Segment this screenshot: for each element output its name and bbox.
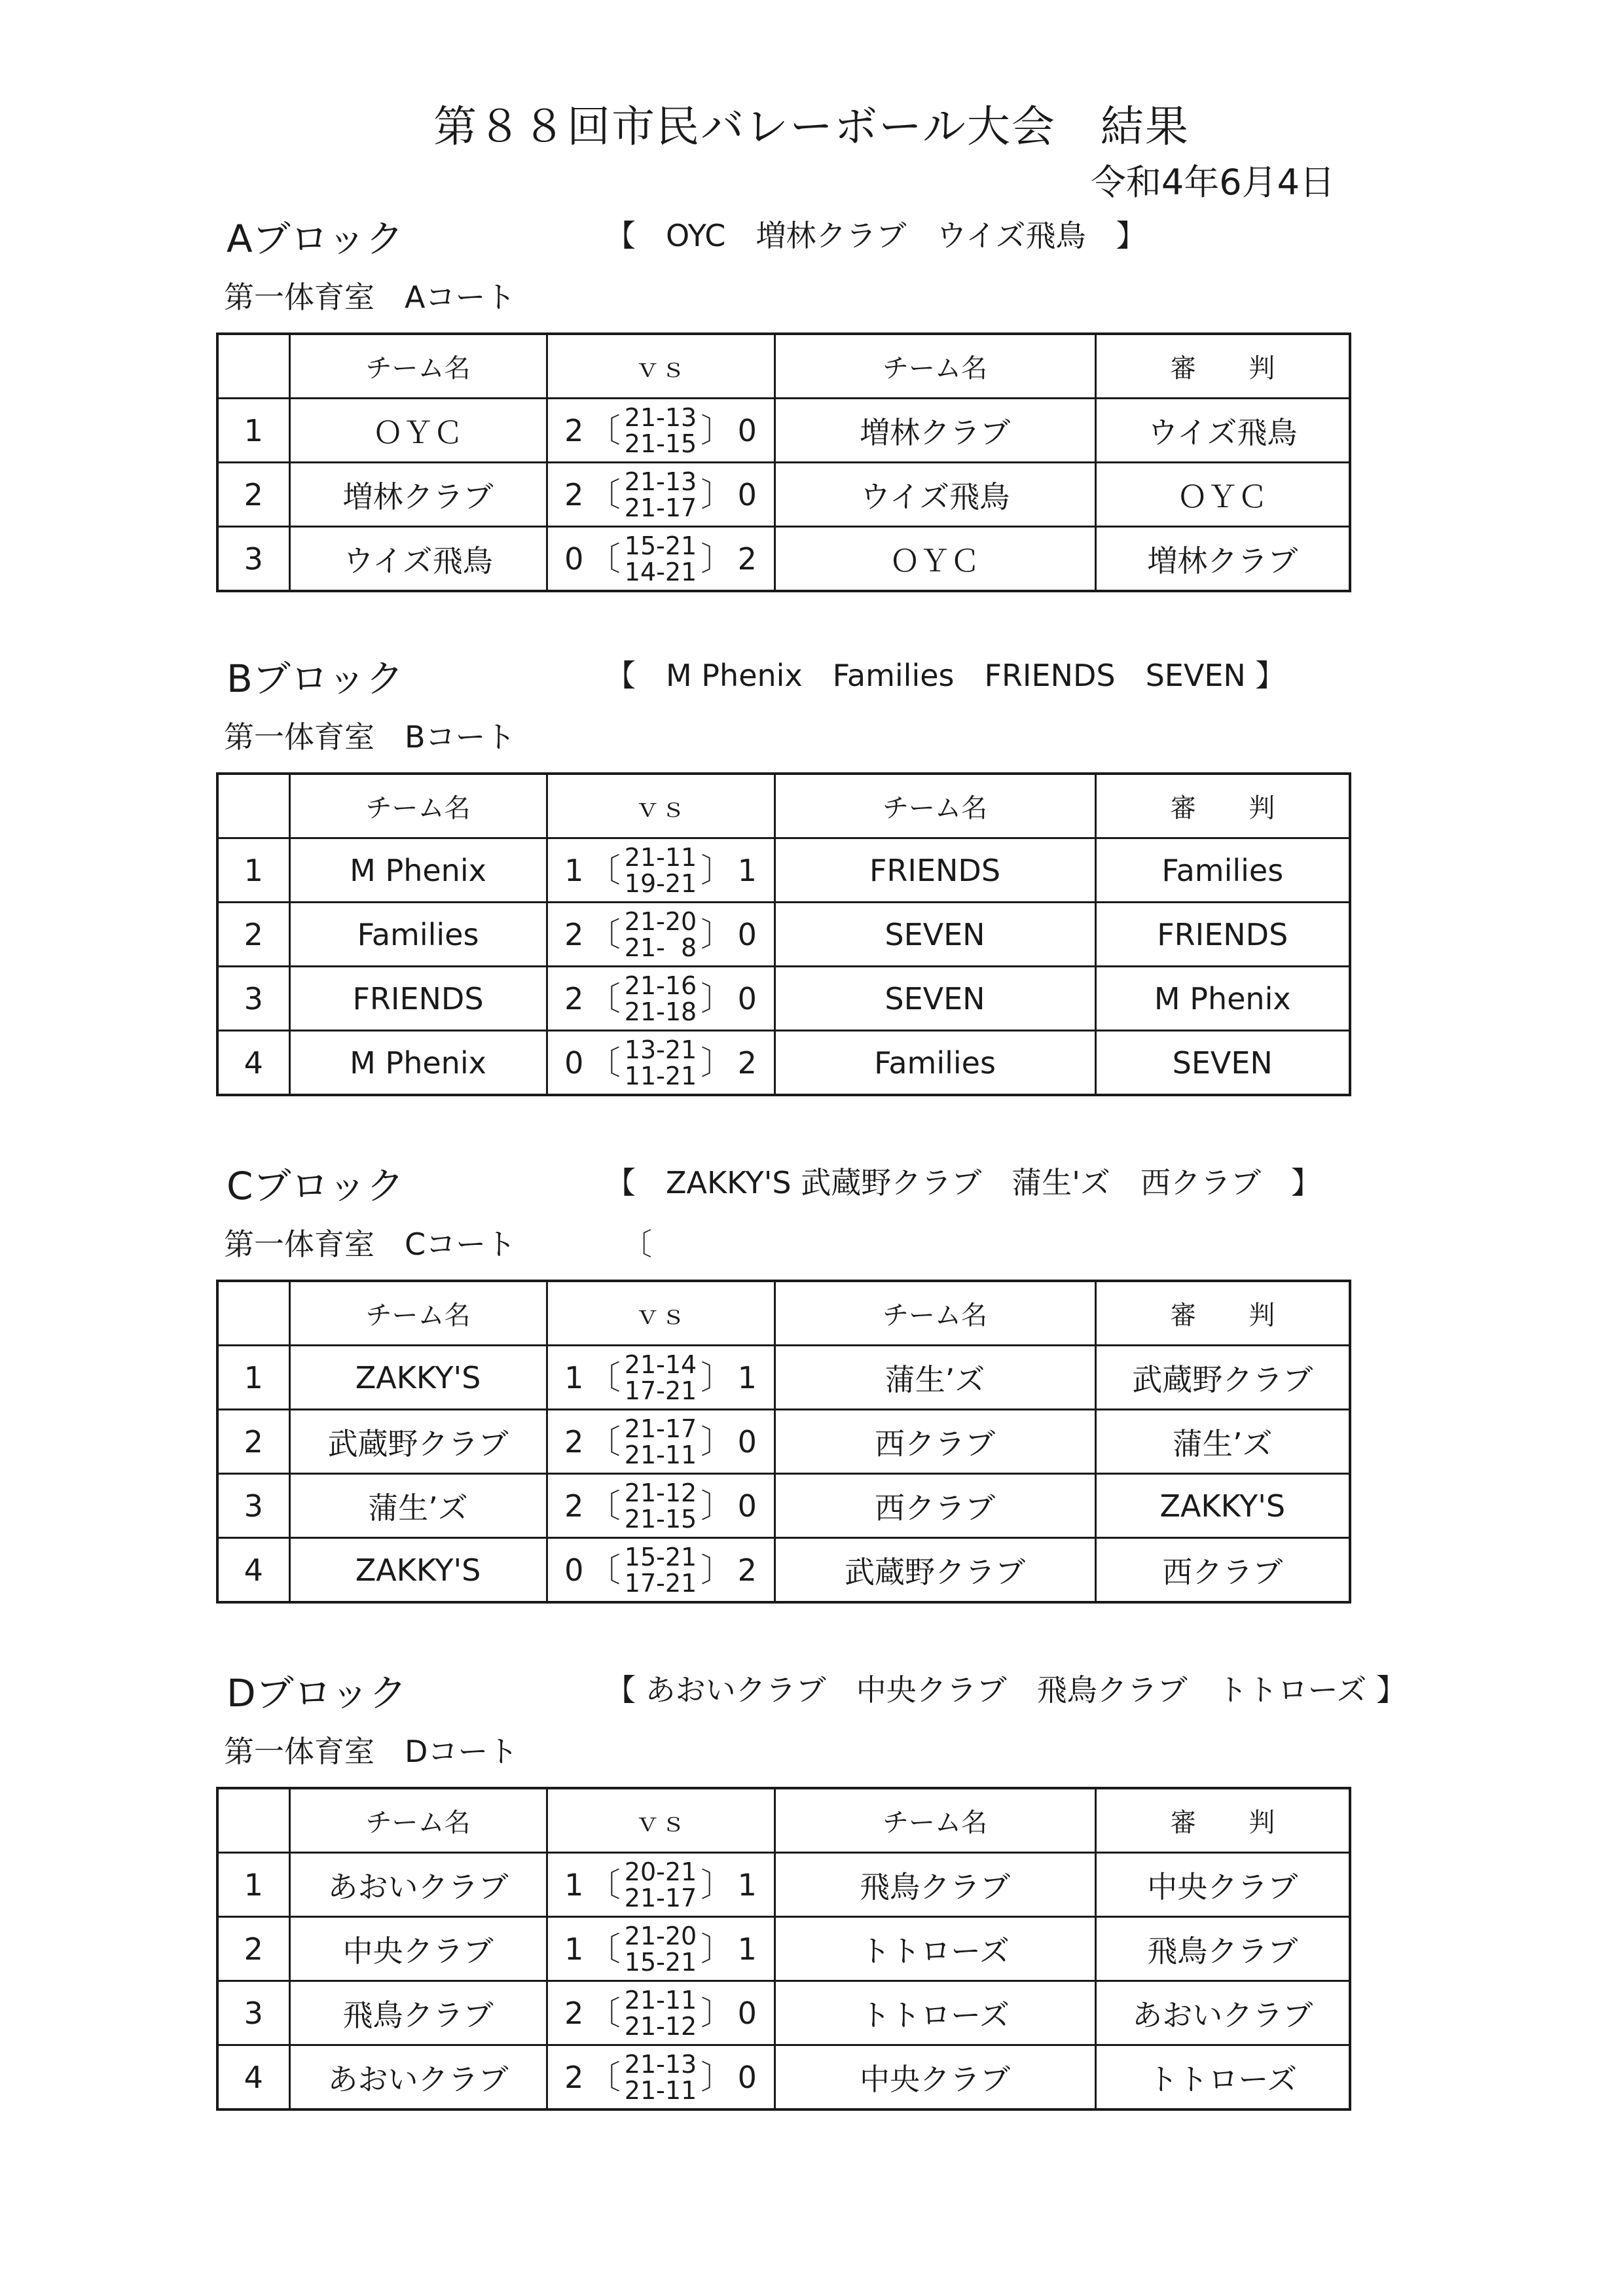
header-team1: チーム名 (289, 334, 547, 399)
set2-score: 21-15 (624, 1504, 697, 1534)
team2-sets-won: 1 (737, 1931, 757, 1967)
score-cell: 0 〔 15-21 17-21 〕 2 (547, 1538, 775, 1603)
team1-sets-won: 2 (564, 1995, 584, 2031)
team2: Families (775, 1031, 1095, 1096)
header-team1: チーム名 (289, 1788, 547, 1853)
header-referee: 審 判 (1095, 1281, 1350, 1346)
team2: ＯＹＣ (775, 527, 1095, 592)
team1-sets-won: 1 (564, 852, 584, 888)
table-row (217, 463, 1350, 527)
team2-sets-won: 2 (737, 1045, 757, 1081)
team1-sets-won: 1 (564, 1931, 584, 1967)
score-cell: 2 〔 21-13 21-11 〕 0 (547, 2045, 775, 2110)
block-teams: 【 ZAKKY'S 武蔵野クラブ 蒲生'ズ 西クラブ 】 (606, 1165, 1321, 1200)
score-cell: 1 〔 21-20 15-21 〕 1 (547, 1917, 775, 1981)
score-cell: 0 〔 15-21 14-21 〕 2 (547, 527, 775, 592)
block-name: Aブロック (227, 217, 404, 261)
match-no: 3 (217, 1474, 289, 1538)
match-no: 1 (217, 1346, 289, 1410)
court-label: 第一体育室 Aコート (224, 279, 516, 315)
referee: FRIENDS (1095, 903, 1350, 967)
set2-score: 21-15 (624, 429, 697, 458)
team2: 蒲生’ズ (775, 1346, 1095, 1410)
team2: FRIENDS (775, 838, 1095, 903)
team1-sets-won: 1 (564, 1867, 584, 1903)
set2-score: 21- 8 (624, 933, 697, 962)
score-cell: 2 〔 21-13 21-17 〕 0 (547, 463, 775, 527)
team2-sets-won: 0 (737, 916, 757, 952)
referee: Families (1095, 838, 1350, 903)
court-label: 第一体育室 Cコート (224, 1227, 517, 1262)
team2-sets-won: 1 (737, 852, 757, 888)
table-row (217, 1981, 1350, 2045)
block-header (216, 208, 1349, 267)
court-extra: 〔 (622, 1227, 652, 1262)
score-cell: 1 〔 21-14 17-21 〕 1 (547, 1346, 775, 1410)
team1-sets-won: 0 (564, 1045, 584, 1081)
set2-score: 21-17 (624, 1883, 697, 1912)
results-table (216, 332, 1351, 592)
team2: 増林クラブ (775, 399, 1095, 463)
set1-score: 20-21 (624, 1857, 697, 1886)
team1: Families (289, 903, 547, 967)
match-no: 2 (217, 1410, 289, 1474)
header-row (217, 334, 1350, 399)
header-referee: 審 判 (1095, 774, 1350, 838)
table-row (217, 399, 1350, 463)
block-header (216, 1662, 1406, 1721)
team1-sets-won: 0 (564, 1552, 584, 1588)
set1-score: 21-11 (624, 1985, 697, 2015)
score-cell: 2 〔 21-12 21-15 〕 0 (547, 1474, 775, 1538)
header-row (217, 1788, 1350, 1853)
set2-score: 17-21 (624, 1568, 697, 1598)
referee: 武蔵野クラブ (1095, 1346, 1350, 1410)
table-row (217, 2045, 1350, 2110)
team2: 武蔵野クラブ (775, 1538, 1095, 1603)
header-no (217, 334, 289, 399)
table-row (217, 967, 1350, 1031)
header-no (217, 1281, 289, 1346)
score-cell: 0 〔 13-21 11-21 〕 2 (547, 1031, 775, 1096)
set1-score: 21-17 (624, 1414, 697, 1443)
team1: M Phenix (289, 1031, 547, 1096)
header-team2: チーム名 (775, 774, 1095, 838)
match-no: 1 (217, 838, 289, 903)
set2-score: 15-21 (624, 1947, 697, 1977)
block-b (216, 648, 1349, 1096)
team2-sets-won: 2 (737, 541, 757, 577)
team1-sets-won: 2 (564, 2059, 584, 2095)
score-cell: 2 〔 21-16 21-18 〕 0 (547, 967, 775, 1031)
table-row (217, 1538, 1350, 1603)
header-no (217, 774, 289, 838)
score-cell: 2 〔 21-17 21-11 〕 0 (547, 1410, 775, 1474)
match-no: 1 (217, 399, 289, 463)
set2-score: 21-12 (624, 2011, 697, 2041)
team1-sets-won: 2 (564, 1488, 584, 1524)
block-name: Cブロック (227, 1164, 405, 1208)
team1: あおいクラブ (289, 1853, 547, 1917)
page-title: 第８８回市民バレーボール大会 結果 (433, 101, 1190, 152)
set1-score: 21-11 (624, 842, 697, 872)
block-teams: 【 OYC 増林クラブ ウイズ飛鳥 】 (606, 218, 1146, 253)
team2-sets-won: 0 (737, 1995, 757, 2031)
set2-score: 21-11 (624, 1440, 697, 1469)
set1-score: 21-13 (624, 2049, 697, 2079)
team2: 中央クラブ (775, 2045, 1095, 2110)
header-vs: ｖｓ (547, 774, 775, 838)
set1-score: 21-14 (624, 1350, 697, 1379)
team1: 蒲生’ズ (289, 1474, 547, 1538)
match-no: 2 (217, 903, 289, 967)
team1-sets-won: 2 (564, 916, 584, 952)
results-table (216, 772, 1351, 1096)
set1-score: 21-20 (624, 906, 697, 936)
referee: ZAKKY'S (1095, 1474, 1350, 1538)
table-row (217, 838, 1350, 903)
header-row (217, 1281, 1350, 1346)
referee: 西クラブ (1095, 1538, 1350, 1603)
team2: ウイズ飛鳥 (775, 463, 1095, 527)
court-label: 第一体育室 Dコート (224, 1734, 519, 1769)
block-name: Dブロック (227, 1671, 407, 1715)
team2-sets-won: 0 (737, 412, 757, 448)
set1-score: 21-12 (624, 1478, 697, 1507)
header-team2: チーム名 (775, 1788, 1095, 1853)
match-no: 1 (217, 1853, 289, 1917)
team2-sets-won: 2 (737, 1552, 757, 1588)
block-teams: 【 あおいクラブ 中央クラブ 飛鳥クラブ トトローズ 】 (606, 1672, 1406, 1708)
match-no: 4 (217, 1031, 289, 1096)
match-no: 3 (217, 527, 289, 592)
set1-score: 13-21 (624, 1035, 697, 1064)
header-team1: チーム名 (289, 774, 547, 838)
match-no: 3 (217, 967, 289, 1031)
referee: SEVEN (1095, 1031, 1350, 1096)
block-c (216, 1155, 1349, 1604)
team2-sets-won: 0 (737, 980, 757, 1016)
match-no: 2 (217, 463, 289, 527)
set1-score: 21-13 (624, 467, 697, 496)
table-row (217, 1853, 1350, 1917)
block-a (216, 208, 1349, 592)
referee: ＯＹＣ (1095, 463, 1350, 527)
score-cell: 2 〔 21-20 21- 8 〕 0 (547, 903, 775, 967)
set2-score: 21-18 (624, 997, 697, 1026)
header-vs: ｖｓ (547, 1788, 775, 1853)
team1-sets-won: 1 (564, 1359, 584, 1395)
team2: 飛鳥クラブ (775, 1853, 1095, 1917)
header-no (217, 1788, 289, 1853)
team2-sets-won: 0 (737, 1488, 757, 1524)
header-vs: ｖｓ (547, 1281, 775, 1346)
block-name: Bブロック (227, 656, 404, 701)
court-row (216, 267, 1349, 332)
table-row (217, 1410, 1350, 1474)
results-table (216, 1787, 1351, 2111)
score-cell: 1 〔 21-11 19-21 〕 1 (547, 838, 775, 903)
table-row (217, 1474, 1350, 1538)
team2: 西クラブ (775, 1474, 1095, 1538)
match-no: 3 (217, 1981, 289, 2045)
team2-sets-won: 1 (737, 1867, 757, 1903)
table-row (217, 903, 1350, 967)
set1-score: 15-21 (624, 1542, 697, 1571)
team1-sets-won: 2 (564, 476, 584, 512)
table-row (217, 1917, 1350, 1981)
team1: ＯＹＣ (289, 399, 547, 463)
team2: トトローズ (775, 1981, 1095, 2045)
referee: トトローズ (1095, 2045, 1350, 2110)
team2-sets-won: 0 (737, 2059, 757, 2095)
team1: あおいクラブ (289, 2045, 547, 2110)
team1: 武蔵野クラブ (289, 1410, 547, 1474)
team1: 中央クラブ (289, 1917, 547, 1981)
team2: SEVEN (775, 967, 1095, 1031)
team2: トトローズ (775, 1917, 1095, 1981)
results-table (216, 1280, 1351, 1604)
date: 令和4年6月4日 (1090, 162, 1335, 203)
header-vs: ｖｓ (547, 334, 775, 399)
team1: FRIENDS (289, 967, 547, 1031)
set2-score: 11-21 (624, 1061, 697, 1090)
set2-score: 17-21 (624, 1376, 697, 1405)
team2-sets-won: 0 (737, 476, 757, 512)
set2-score: 21-11 (624, 2075, 697, 2105)
header-team1: チーム名 (289, 1281, 547, 1346)
set1-score: 21-13 (624, 403, 697, 432)
team2: SEVEN (775, 903, 1095, 967)
team2-sets-won: 0 (737, 1424, 757, 1460)
team2-sets-won: 1 (737, 1359, 757, 1395)
set1-score: 15-21 (624, 531, 697, 560)
table-row (217, 527, 1350, 592)
header-team2: チーム名 (775, 1281, 1095, 1346)
team1: 増林クラブ (289, 463, 547, 527)
set1-score: 21-20 (624, 1921, 697, 1950)
court-label: 第一体育室 Bコート (224, 719, 516, 755)
team1-sets-won: 2 (564, 980, 584, 1016)
team2: 西クラブ (775, 1410, 1095, 1474)
table-row (217, 1346, 1350, 1410)
referee: 飛鳥クラブ (1095, 1917, 1350, 1981)
court-row (216, 1721, 1349, 1787)
referee: 増林クラブ (1095, 527, 1350, 592)
court-row (216, 1214, 1349, 1280)
set2-score: 19-21 (624, 869, 697, 898)
team1-sets-won: 0 (564, 541, 584, 577)
block-d (216, 1662, 1406, 2111)
header-row (217, 774, 1350, 838)
team1-sets-won: 2 (564, 412, 584, 448)
header-referee: 審 判 (1095, 334, 1350, 399)
team1: ウイズ飛鳥 (289, 527, 547, 592)
table-row (217, 1031, 1350, 1096)
referee: ウイズ飛鳥 (1095, 399, 1350, 463)
match-no: 4 (217, 2045, 289, 2110)
set2-score: 14-21 (624, 557, 697, 586)
block-teams: 【 M Phenix Families FRIENDS SEVEN 】 (606, 658, 1286, 693)
block-header (216, 648, 1349, 707)
set2-score: 21-17 (624, 493, 697, 522)
team1-sets-won: 2 (564, 1424, 584, 1460)
header-team2: チーム名 (775, 334, 1095, 399)
match-no: 2 (217, 1917, 289, 1981)
score-cell: 1 〔 20-21 21-17 〕 1 (547, 1853, 775, 1917)
referee: あおいクラブ (1095, 1981, 1350, 2045)
set1-score: 21-16 (624, 971, 697, 1000)
referee: 中央クラブ (1095, 1853, 1350, 1917)
team1: 飛鳥クラブ (289, 1981, 547, 2045)
referee: M Phenix (1095, 967, 1350, 1031)
header-referee: 審 判 (1095, 1788, 1350, 1853)
referee: 蒲生’ズ (1095, 1410, 1350, 1474)
score-cell: 2 〔 21-11 21-12 〕 0 (547, 1981, 775, 2045)
court-row (216, 707, 1349, 772)
block-header (216, 1155, 1349, 1214)
score-cell: 2 〔 21-13 21-15 〕 0 (547, 399, 775, 463)
team1: M Phenix (289, 838, 547, 903)
match-no: 4 (217, 1538, 289, 1603)
team1: ZAKKY'S (289, 1538, 547, 1603)
team1: ZAKKY'S (289, 1346, 547, 1410)
